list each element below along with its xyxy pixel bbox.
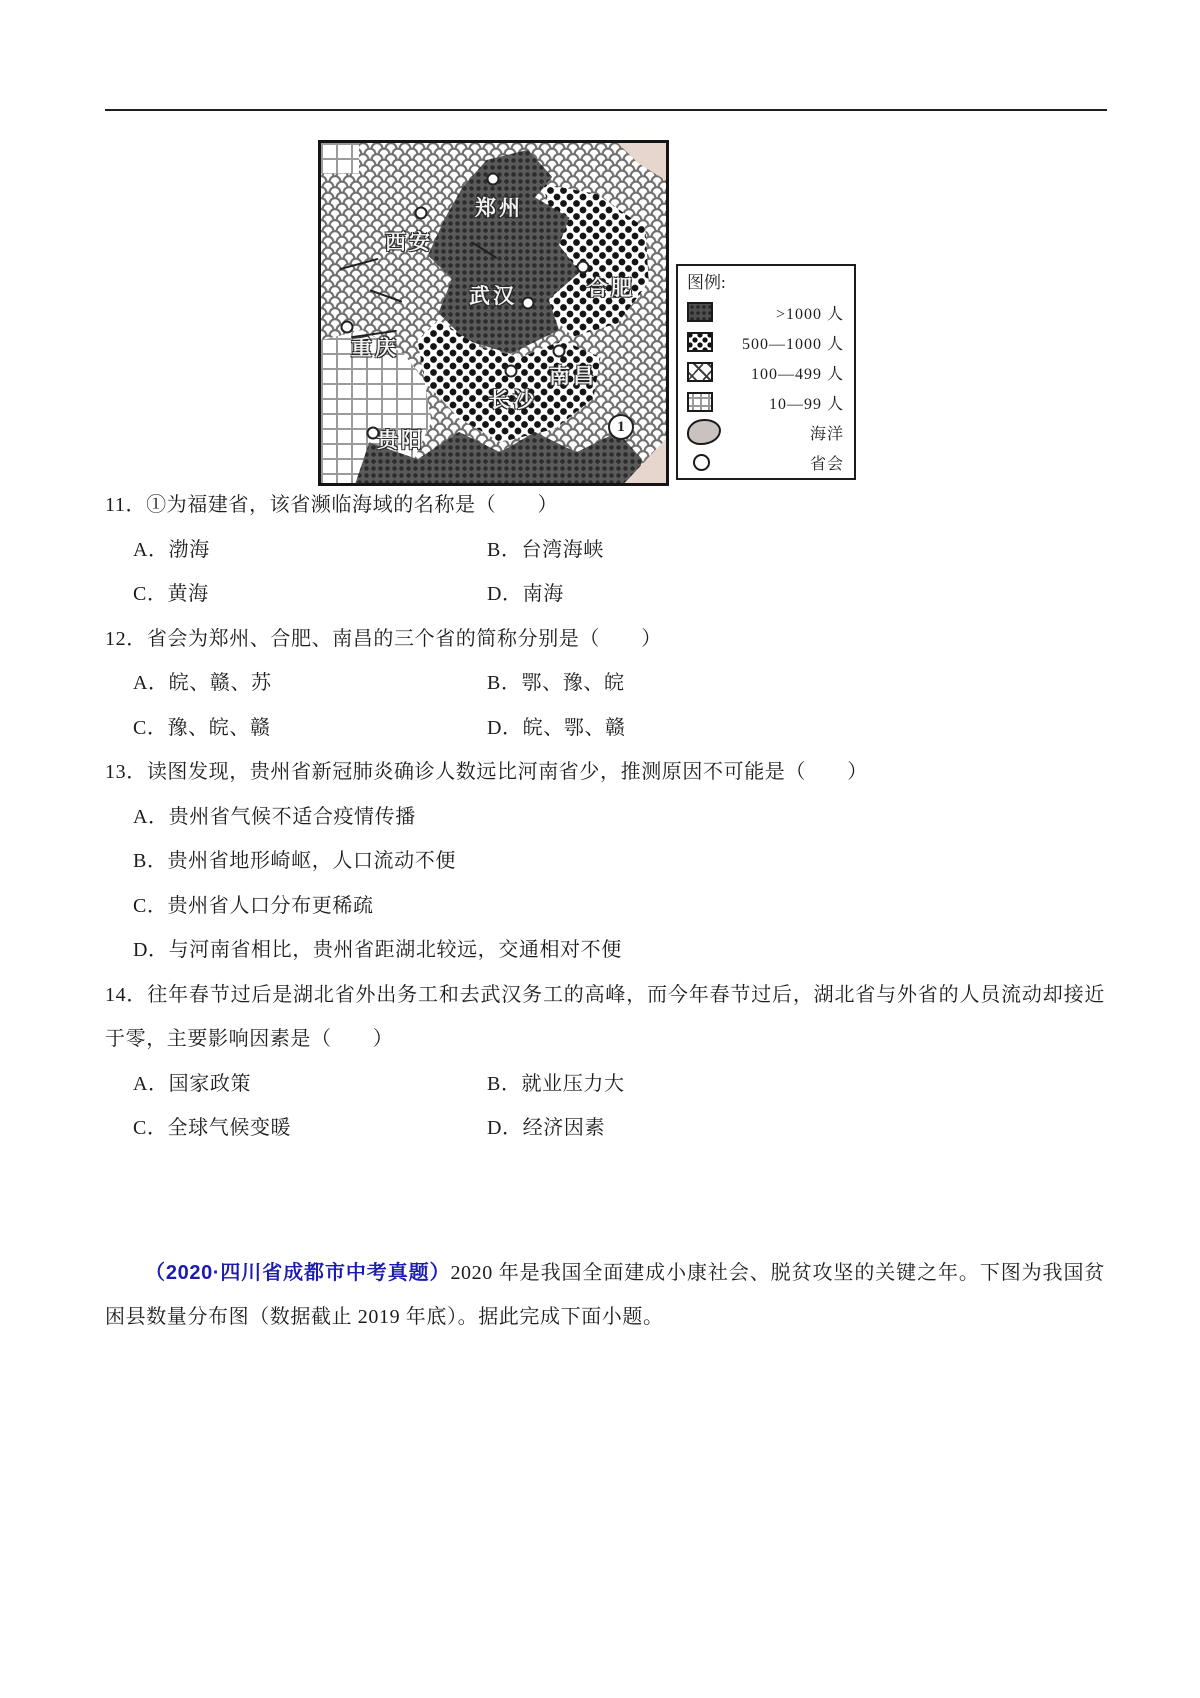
- city-label-xian: 西安: [385, 230, 433, 254]
- capital-marker: [415, 207, 428, 220]
- question-13-option-c: C．贵州省人口分布更稀疏: [133, 894, 374, 917]
- question-list: [105, 483, 1105, 1340]
- legend-swatch-dark-icon: [687, 302, 713, 322]
- question-12-option-c: C．豫、皖、赣: [133, 716, 271, 739]
- question-13-stem: 13．读图发现，贵州省新冠肺炎确诊人数远比河南省少，推测原因不可能是（ ）: [105, 761, 868, 783]
- city-label-zhengzhou: 郑州: [475, 196, 523, 220]
- city-label-guiyang: 贵阳: [377, 428, 425, 452]
- question-11-option-d: D．南海: [487, 583, 564, 605]
- capital-marker: [522, 297, 535, 310]
- question-14-option-c: C．全球气候变暖: [133, 1117, 292, 1139]
- question-11-option-c: C．黄海: [133, 583, 209, 605]
- question-14: [105, 973, 1105, 1151]
- capital-marker: [553, 345, 566, 358]
- question-14-options-ab: [105, 1062, 1105, 1107]
- question-13-option-d: D．与河南省相比，贵州省距湖北较远，交通相对不便: [133, 939, 622, 961]
- legend-item-gt1000: >1000 人: [687, 297, 844, 327]
- question-14-option-b: B．就业压力大: [487, 1072, 625, 1095]
- page-divider: [105, 109, 1107, 111]
- question-11: [105, 483, 1105, 617]
- legend-swatch-checker-icon: [687, 332, 713, 352]
- question-13: [105, 750, 1105, 973]
- source-tag: （2020·四川省成都市中考真题）: [145, 1261, 451, 1284]
- legend-swatch-grid-icon: [687, 392, 713, 412]
- question-13-option-a: A．贵州省气候不适合疫情传播: [133, 805, 416, 828]
- question-12-option-b: B．鄂、豫、皖: [487, 672, 625, 694]
- question-13-option-b: B．贵州省地形崎岖，人口流动不便: [133, 850, 456, 872]
- question-12-options-cd: [105, 706, 1105, 751]
- question-12-stem: 12．省会为郑州、合肥、南昌的三个省的简称分别是（ ）: [105, 627, 662, 650]
- city-label-hefei: 合肥: [587, 276, 635, 300]
- legend-item-500-1000: 500—1000 人: [687, 327, 844, 357]
- question-12-option-a: A．皖、赣、苏: [133, 672, 272, 694]
- question-12: [105, 617, 1105, 751]
- legend-swatch-ocean-icon: [687, 419, 721, 445]
- source-text: 2020 年是我国全面建成小康社会、脱贫攻坚的关键之年。下图为我国贫困县数量分布图（数据截止 2019 年底）。据此完成下面小题。: [105, 1261, 1105, 1328]
- legend-item-ocean: 海洋: [687, 417, 844, 447]
- question-12-option-d: D．皖、鄂、赣: [487, 716, 626, 739]
- legend-swatch-capital-icon: [693, 454, 710, 471]
- question-11-options-cd: [105, 572, 1105, 617]
- question-14-stem: 14．往年春节过后是湖北省外出务工和去武汉务工的高峰，而今年春节过后，湖北省与外省的人员流动却接近于零，主要影响因素是（ ）: [105, 983, 1105, 1050]
- legend-item-100-499: 100—499 人: [687, 357, 844, 387]
- region-marker-1-icon: 1: [608, 414, 634, 440]
- population-density-map: [318, 140, 669, 486]
- source-intro-paragraph: [105, 1251, 1105, 1340]
- capital-marker: [487, 173, 500, 186]
- question-11-option-a: A．渤海: [133, 538, 210, 561]
- question-14-option-d: D．经济因素: [487, 1117, 606, 1139]
- question-11-stem: 11．①为福建省，该省濒临海域的名称是（ ）: [105, 494, 559, 516]
- legend-title: 图例:: [687, 273, 726, 292]
- question-11-option-b: B．台湾海峡: [487, 538, 604, 561]
- map-legend: [676, 264, 856, 480]
- legend-swatch-rubble-icon: [687, 362, 713, 382]
- city-label-wuhan: 武汉: [469, 284, 517, 308]
- legend-item-10-99: 10—99 人: [687, 387, 844, 417]
- city-label-nanchang: 南昌: [549, 364, 597, 388]
- city-label-changsha: 长沙: [489, 388, 537, 412]
- city-label-chongqing: 重庆: [351, 336, 399, 360]
- question-14-options-cd: [105, 1106, 1105, 1151]
- question-12-options-ab: [105, 661, 1105, 706]
- capital-marker: [505, 365, 518, 378]
- question-11-options-ab: [105, 528, 1105, 573]
- question-14-option-a: A．国家政策: [133, 1072, 252, 1095]
- legend-item-capital: 省会: [687, 447, 844, 477]
